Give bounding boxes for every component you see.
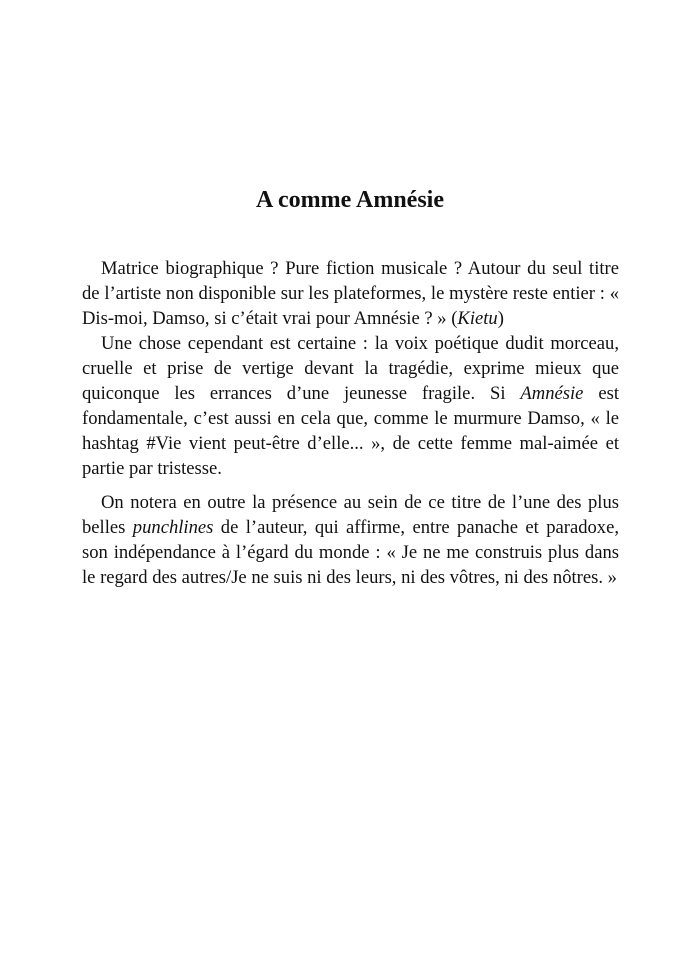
italic-term-punchlines: punchlines	[132, 517, 214, 538]
paragraph-3	[82, 490, 619, 590]
italic-title-kietu: Kietu	[457, 308, 498, 329]
paragraph-text: Matrice biographique ? Pure fiction musicale ? Autour du seul titre de l’artiste non disponible sur les plateformes, le mystère reste entier : « Dis-moi, Damso, si c’était vrai pour Amnésie ? » (	[82, 258, 619, 329]
paragraph-text: On notera en outre la présence au sein de ce titre de l’une des plus belles	[82, 492, 619, 538]
page-title: A comme Amnésie	[256, 187, 444, 213]
body-text	[82, 256, 619, 590]
italic-title-amnesie: Amnésie	[520, 383, 584, 404]
paragraph-2	[82, 331, 619, 481]
paragraph-text: Une chose cependant est certaine : la voix poétique dudit morceau, cruelle et prise de vertige devant la tragédie, exprime mieux que quiconque les errances d’une jeunesse fragile. Si	[82, 333, 619, 404]
paragraph-text: )	[497, 308, 504, 329]
paragraph-text: est fondamentale, c’est aussi en cela que, comme le murmure Damso, « le hashtag #Vie vient peut-être d’elle... », de cette femme mal-aimée et partie par tristesse.	[82, 383, 619, 479]
paragraph-1	[82, 256, 619, 331]
paragraph-text: de l’auteur, qui affirme, entre panache et paradoxe, son indépendance à l’égard du monde : « Je ne me construis plus dans le regard des autres/Je ne suis ni des leurs, ni des vôtres, ni des nôtres. »	[82, 517, 619, 588]
